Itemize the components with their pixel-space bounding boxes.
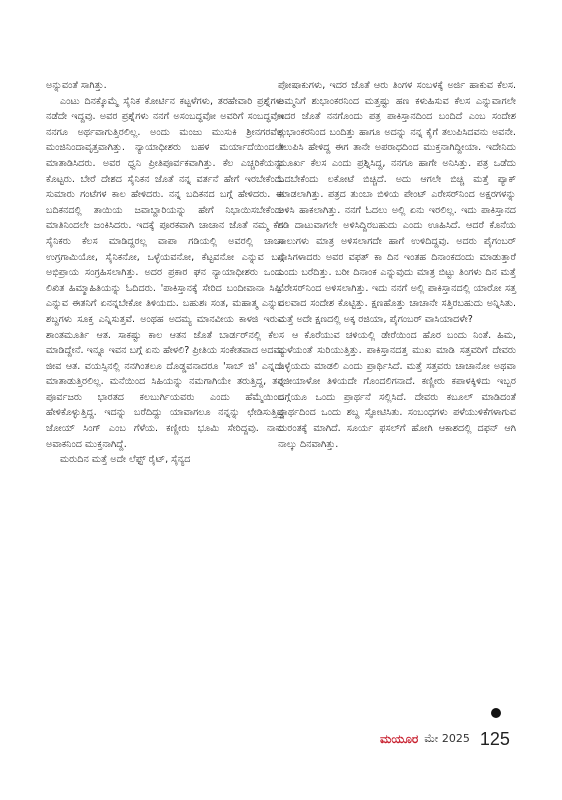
paragraph: ಮರುದಿನ ಮತ್ತೆ ಅದೇ ಲೆಫ್ಟ್ ರೈಟ್, ಸೈನ್ಯದ (60, 454, 191, 466)
paragraph: ಅನ್ನುವಂತೆ ಸಾಗಿತ್ತು. (46, 80, 107, 91)
paragraph: ಪೋಷಾಕುಗಳು, ಇದರ ಜೊತೆ ಆರು ತಿಂಗಳ ಸಂಬಳಕ್ಕೆ ಅರ್ಜಿ ಹಾಕುವ ಕೆಲಸ. ಅಮ್ಮನಿಗೆ ಶುಭಾಂಕರನಿಂದ ಮತ್ತಷ್ಟು ಹಣ ಕಳುಹಿಸುವ ಕೆಲಸ ಎನ್ನುವಾಗಲೇ ಇದರ ಜೊತೆ ನನಗೊಂದು ಪತ್ರ ಪಾಕಿಸ್ತಾನದಿಂದ ಬಂದಿದೆ ಎಂಬ ಸಂದೇಶ ಶುಭಾಂಕರನಿಂದ ಬಂದಿತ್ತು ಹಾಗೂ ಅದನ್ನು ನನ್ನ ಕೈಗೆ ತಲುಪಿಸಿದವನು ಅವನೇ. ತಲುಪಿಸಿ ಹೇಳಿದ್ದ ಈಗ ತಾನೇ ಅಪರಾಧದಿಂದ ಮುಕ್ತನಾಗಿದ್ದೀಯಾ. ಇದೇನಿದು ಮೂರ್ಖ ಕೆಲಸ ಎಂದು ಪ್ರಶ್ನಿಸಿದ್ದ, ನನಗೂ ಹಾಗೇ ಅನಿಸಿತ್ತು. ಪತ್ರ ಒಡೆದು ಓದಬೇಕೆಂದು ಲಕೋಟೆ ಬಿಚ್ಚಿದೆ. ಅದು ಆಗಲೇ ಬಿಚ್ಚಿ ಮತ್ತೆ ಪ್ಯಾಕ್ ಮಾಡಲಾಗಿತ್ತು. ಪತ್ರದ ತುಂಬಾ ಬಿಳಿಯ ಪೇಂಟ್ ಎರೇಸರ್‌ನಿಂದ ಅಕ್ಷರಗಳನ್ನು ಅಳಿಸಿ ಹಾಕಲಾಗಿತ್ತು. ನನಗೆ ಓದಲು ಅಲ್ಲಿ ಏನು ಇರಲಿಲ್ಲ. ಇದು ಪಾಕಿಸ್ತಾನದ ಗಡಿ ದಾಟುವಾಗಲೇ ಅಳಿಸಿದ್ದಿರಬಹುದು ಎಂದು ಊಹಿಸಿದೆ. ಆದರೆ ಕೊನೆಯ ಸಾಲುಗಳು ಮಾತ್ರ ಅಳಿಸಲಾಗದೇ ಹಾಗೆ ಉಳಿದಿದ್ದವು. ಅದರು ಪೈಗಂಬರ್ ವಾಸಿಗಳಾದರು ಅವರ ವಫತ್ ಕಾ ದಿನ ಇಂತಹ ದಿನಾಂಕದಂದು ಮಾಡುತ್ತಾರೆ ಎಂದು ಬರೆದಿತ್ತು. ಬರೀ ದಿನಾಂಕ ಎನ್ನುವುದು ಮಾತ್ರ ಬಿಟ್ಟು ತಿಂಗಳು ದಿನ ಮತ್ತೆ ಎರೇಸರ್‌ನಿಂದ ಅಳಿಸಲಾಗಿತ್ತು. ಇದು ನನಗೆ ಅಲ್ಲಿ ಪಾಕಿಸ್ತಾನದಲ್ಲಿ ಯಾರೋ ಸತ್ತ ಬಲವಾದ ಸಂದೇಶ ಕೊಟ್ಟಿತ್ತು. ಕ್ಷಣಹೊತ್ತು ಚಾಚಾನೇ ಸತ್ತಿರಬಹುದು ಅನ್ನಿಸಿತು. ಮತ್ತೆ ಅದೇ ಕ್ಷಣದಲ್ಲಿ ಅಕ್ಕ ರಜಿಯಾ, ಪೈಗಂಬರ್ ವಾಸಿಯಾದಳೇ? (278, 80, 516, 325)
magazine-brand: ಮಯೂರ (380, 731, 419, 746)
page-footer (380, 728, 510, 750)
article-column-left (46, 78, 284, 468)
issue-date: ಮೇ 2025 (424, 732, 470, 745)
paragraph: ಎಂಟು ದಿನಕ್ಕೊಮ್ಮೆ ಸೈನಿಕ ಕೋರ್ಟಿನ ಕಟ್ಟಳೆಗಳು, ತರಹೇವಾರಿ ಪ್ರಶ್ನೆಗಳು ನಡೆದೇ ಇದ್ದವು. ಅವರ ಪ್ರಶ್ನೆಗಳು ನನಗೆ ಅಸಂಬದ್ಧವೋ ಅವರಿಗೆ ಸಂಬದ್ಧವೋ ನನಗೂ ಅರ್ಥವಾಗುತ್ತಿರಲಿಲ್ಲ. ಅಂದು ಮಂಜು ಮುಸುಕಿ ಶ್ರೀನಗರವೆಲ್ಲ ಮಂಜಿನಿಂದಾವೃತ್ತವಾಗಿತ್ತು. ನ್ಯಾಯಾಧೀಶರು ಬಹಳ ಮರ್ಯಾದೆಯಿಂದಲೇ ಮಾತಾಡಿಸಿದರು. ಅವರ ಧ್ವನಿ ಪ್ರೀತಿಪೂರ್ವಕವಾಗಿತ್ತು. ಕೆಲ ಎಚ್ಚರಿಕೆಯನ್ನು ಕೊಟ್ಟರು. ಬೇರೆ ದೇಶದ ಸೈನಿಕನ ಜೊತೆ ನನ್ನ ವರ್ತನೆ ಹೇಗೆ ಇರಬೇಕೆಂದು ಸುಮಾರು ಗಂಟೆಗಳ ಕಾಲ ಹೇಳಿದರು. ನನ್ನ ಬದಿಕನದ ಬಗ್ಗೆ ಹೇಳಿದರು. ಈ ಬದಿಕನದಲ್ಲಿ ತಾಯಿಯ ಜವಾಬ್ದಾರಿಯನ್ನು ಹೇಗೆ ನಿಭಾಯಿಸಬೇಕೆಂದು ಮಾತಿನಿಂದಲೇ ಜಂಕಿಸಿದರು. ಇದಕ್ಕೆ ಪೂರಕವಾಗಿ ಚಾಚಾನ ಜೊತೆ ನಮ್ಮ ಕೆಲ ಸೈನಿಕರು ಕೆಲಸ ಮಾಡಿದ್ದರಲ್ಲ ವಾಪಾ ಗಡಿಯಲ್ಲಿ ಅವರಲ್ಲಿ ಚಾಚಾ ಉಗ್ರಗಾಮಿಯೋ, ಸೈನಿಕನೋ, ಒಳ್ಳೆಯವನೋ, ಕೆಟ್ಟವನೋ ಎನ್ನುವ ಬಗ್ಗೆ ಅಭಿಪ್ರಾಯ ಸಂಗ್ರಹಿಸಲಾಗಿತ್ತು. ಅದರ ಪ್ರಕಾರ ಘನ ನ್ಯಾಯಾಧೀಶರು ಒಂದು ಲಿಖಿತ ಹಿಮ್ಮಾಹಿತಿಯನ್ನು ಓದಿದರು. 'ಪಾಕಿಸ್ತಾನಕ್ಕೆ ಸೇರಿದ ಬಂದೀವಾನಾ ಸಿಪ್ಪಿ' ಎನ್ನುವ ಈತನಿಗೆ ಏನನ್ನಬೇಕೋ ತಿಳಿಯದು. ಬಹುಶಃ ಸಂತ, ಮಹಾತ್ಮ ಎನ್ನುವ ಶಬ್ದಗಳು ಸೂಕ್ತ ಎನ್ನಿಸುತ್ತವೆ. ಅಂಥಹ ಅದಮ್ಯ ಮಾನವೀಯ ಕಾಳಜಿ ಇರುವ ಶಾಂತಮೂರ್ತಿ ಆತ. ಸಾಕಷ್ಟು ಕಾಲ ಆತನ ಜೊತೆ ಬಾರ್ಡರ್‌ನಲ್ಲಿ ಕೆಲಸ ಮಾಡಿದ್ದೇನೆ. ಇನ್ನೂ ಇವನ ಬಗ್ಗೆ ಏನು ಹೇಳಲಿ? ಪ್ರೀತಿಯ ಸಂಕೇತವಾದ ಅದಮ್ಯ ಜೀವ ಆತ. ವಯಸ್ಸಿನಲ್ಲಿ ನನಗಿಂತಲೂ ದೊಡ್ಡವನಾದರೂ 'ಸಾಬ್ ಜಿ' ಎನ್ನದೇ ಮಾತಾಡುತ್ತಿರಲಿಲ್ಲ. ಮನೆಯಿಂದ ಸಿಹಿಯನ್ನು ನಮಗಾಗಿಯೇ ತರುತ್ತಿದ್ದ, ತನ್ನ ಪೂರ್ವಜರು ಭಾರತದ ಕಲಬುರ್ಗಿಯವರು ಎಂದು ಹೆಮ್ಮೆಯಿಂದ ಹೇಳಿಕೊಳ್ಳುತ್ತಿದ್ದ. ಇದನ್ನು ಬರೆದಿದ್ದು ಯಾವಾಗಲೂ ನನ್ನನ್ನು ಛೇಡಿಸುತ್ತಿದ್ದ ಜೋಯ್ ಸಿಂಗ್ ಎಂಬ ಗೆಳೆಯ. ಕಣ್ಣೀರು ಭೂಮಿ ಸೇರಿದ್ದವು. ನಾನು ಅವಾಕನಿಂದ ಮುಕ್ತನಾಗಿದ್ದೆ. (46, 95, 284, 450)
paragraph: ಆ ಕೊರೆಯುವ ಚಳಿಯಲ್ಲಿ ಡೇರೆಯಿಂದ ಹೊರ ಬಂದು ನಿಂತೆ. ಹಿಮ, ಮಳೆಯಂತೆ ಸುರಿಯುತ್ತಿತ್ತು. ಪಾಕಿಸ್ತಾನದತ್ತ ಮುಖ ಮಾಡಿ ಸತ್ತವರಿಗೆ ದೇವರು ಒಳ್ಳೆಯದು ಮಾಡಲಿ ಎಂದು ಪ್ರಾರ್ಥಿಸಿದೆ. ಮತ್ತೆ ಸತ್ತವರು ಚಾಚಾನೋ ಅಥವಾ ರಜೀಯಾಳೋ ತಿಳಿಯದೇ ಗೊಂದಲಿಗನಾದೆ. ಕಣ್ಣೀರು ಕಪಾಳಕ್ಕಿಳಿದು ಇಬ್ಬರ ಬಗ್ಗೆಯೂ ಒಂದು ಪ್ರಾರ್ಥನೆ ಸಲ್ಲಿಸಿದೆ. ದೇವರು ಕಬೂಲ್ ಮಾಡಿದಂತೆ ಪ್ರಾರ್ಥದಿಂದ ಒಂದು ಶಬ್ದ ಸ್ಫೋಟಿಸಿತು. ಸಂಬಂಧಗಳು ಪಳೆಯುಳಿಕೆಗಳಾಗುವ ದುರಂತಕ್ಕೆ ಮಾಗಿದೆ. ಸೂರ್ಯ ಫಸಲ್‌ಗೆ ಹೋಗಿ ಆಕಾಶದಲ್ಲಿ ದಫನ್ ಆಗಿ ನಾಲ್ಕು ದಿನವಾಗಿತ್ತು. (278, 329, 516, 450)
page-number: 125 (479, 728, 510, 749)
article-end-bullet-icon (491, 708, 501, 718)
article-column-right (278, 78, 516, 452)
